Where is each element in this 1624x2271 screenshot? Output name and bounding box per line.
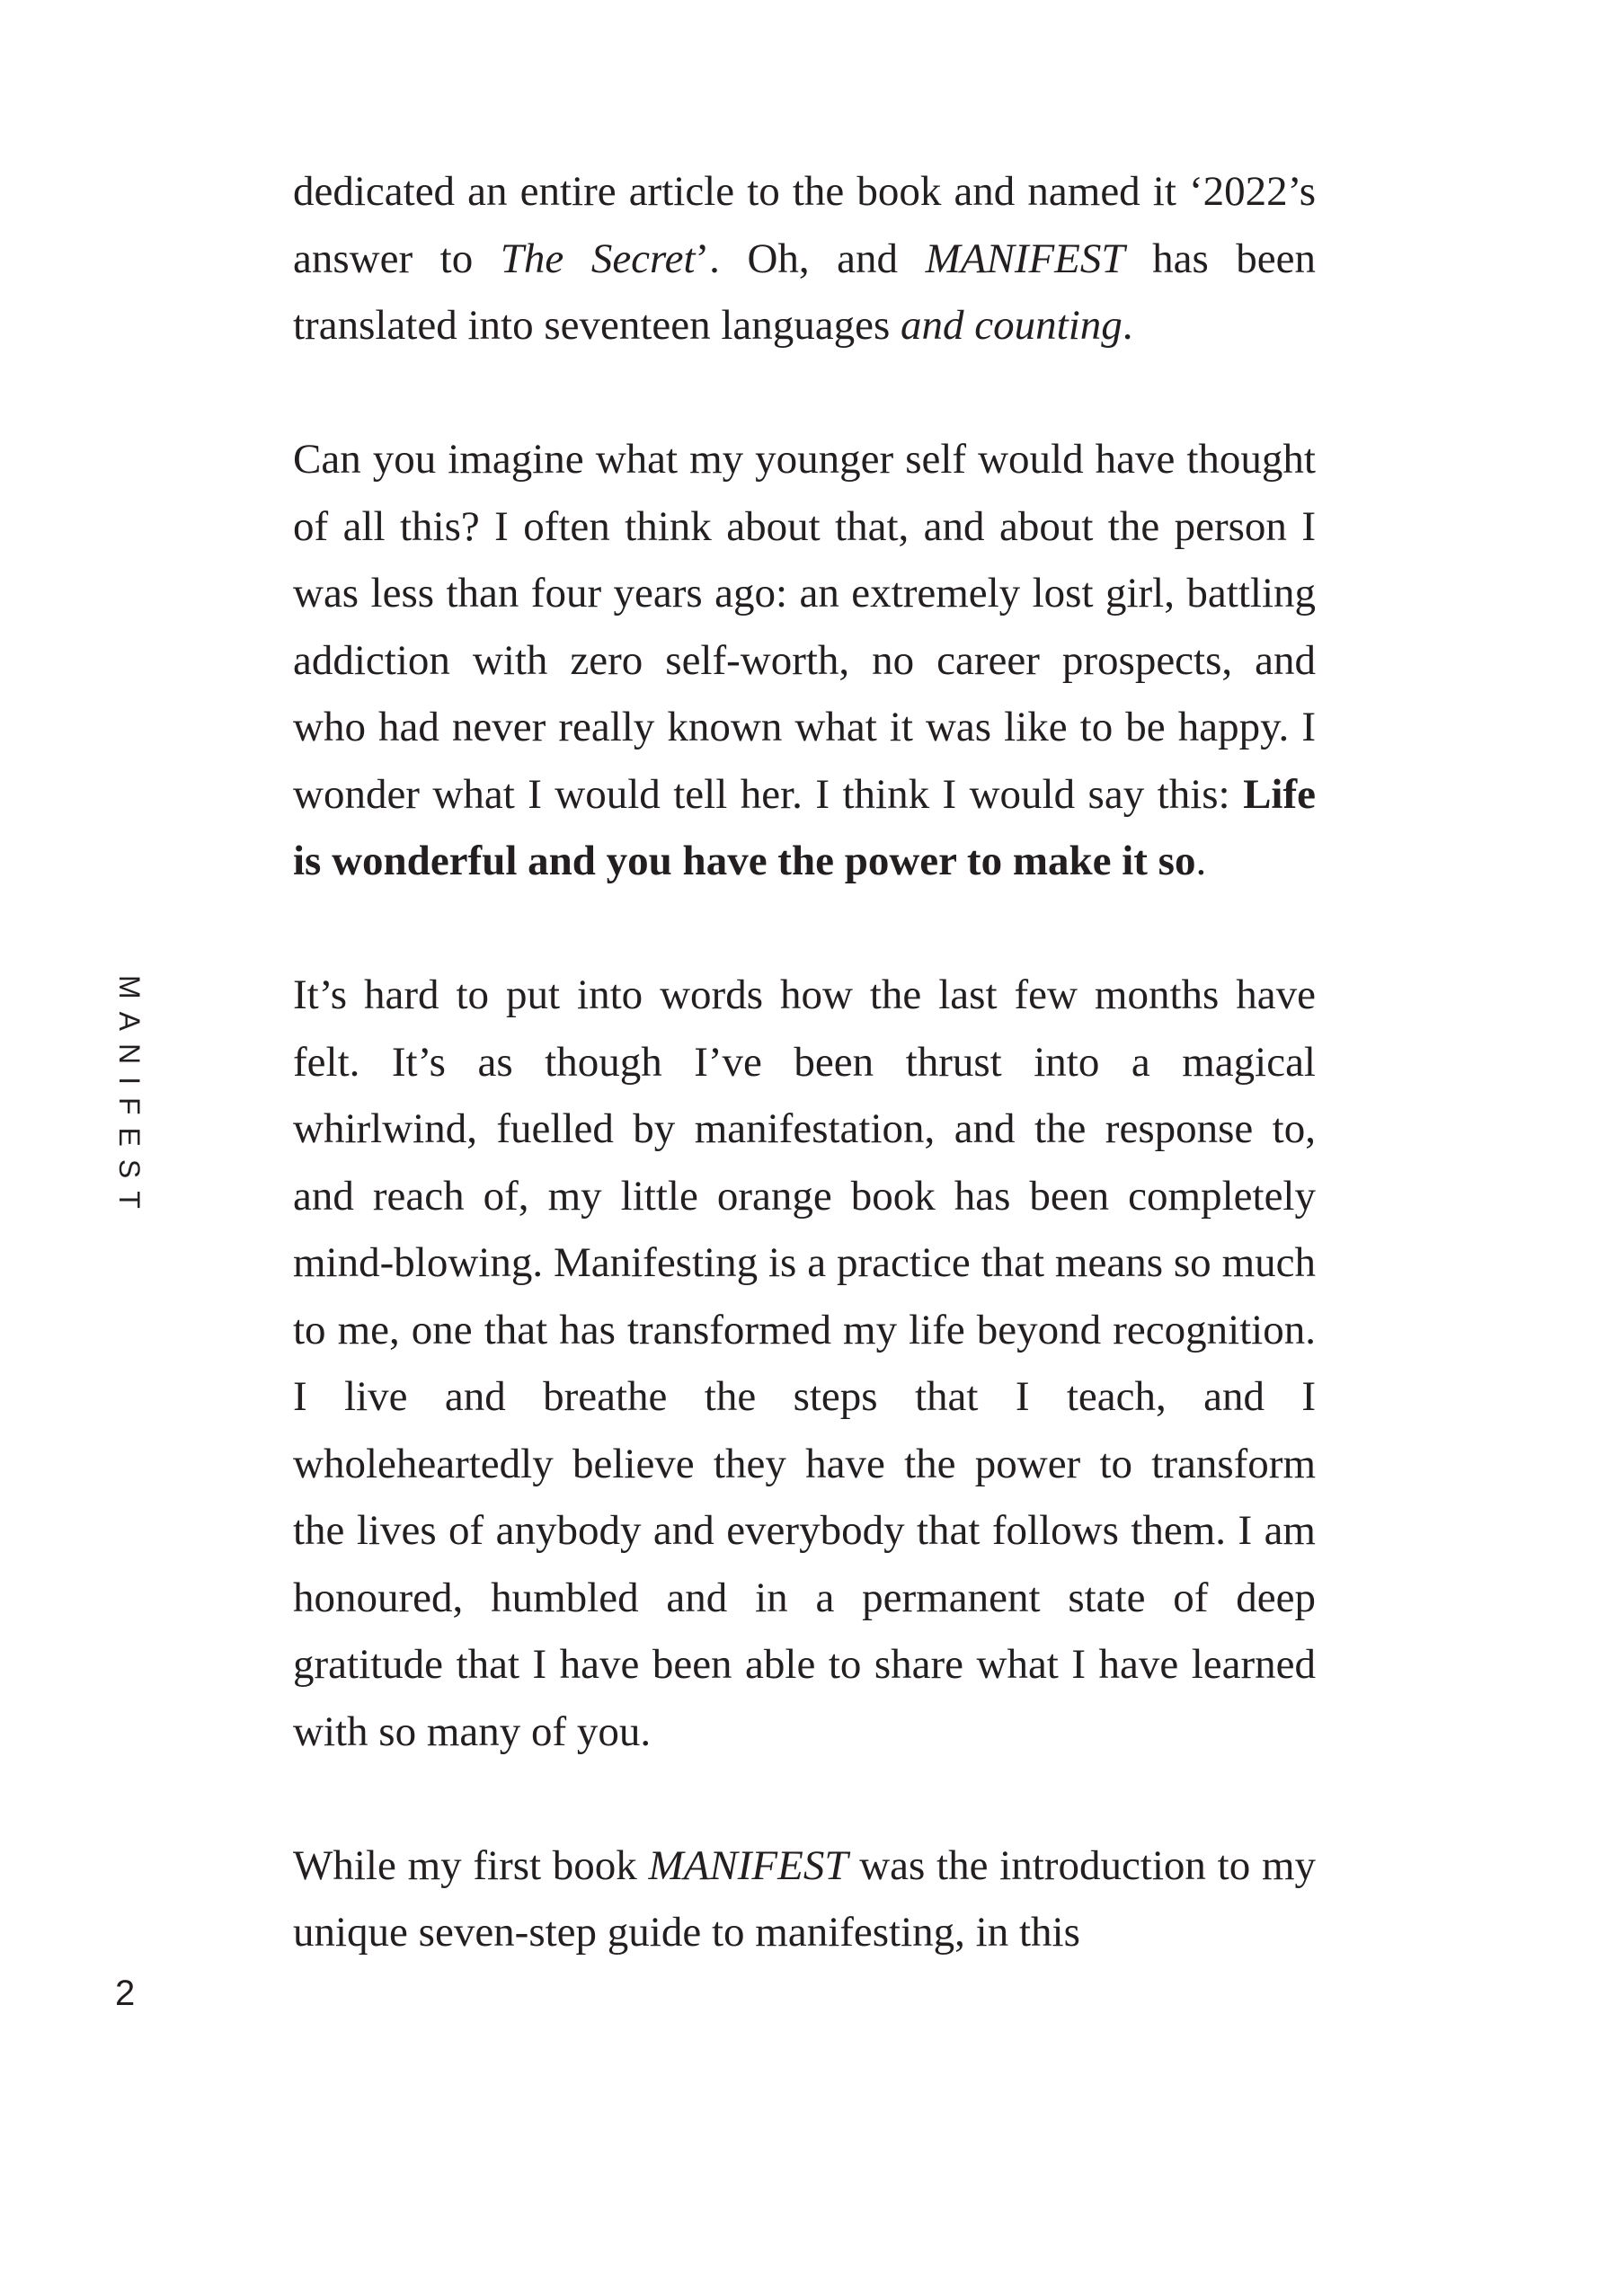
paragraph-text: . <box>1195 838 1207 884</box>
page-number: 2 <box>115 1974 136 2013</box>
paragraph-text: While my first book <box>293 1841 649 1889</box>
paragraph <box>293 426 1316 895</box>
italic-text: and counting <box>901 302 1123 349</box>
italic-text: MANIFEST <box>648 1841 848 1889</box>
paragraph-text: was the introduction to my unique seven-step guide to manifesting, in this <box>293 1841 1317 1956</box>
paragraph-text: It’s hard to put into words how the last few months have felt. It’s as though I’ve been thrust into a magical whirlwind, fuelled by manifestation, and the response to, and reach of, my little orange book has been completely mind-blowing. Manifesting is a practice that means so much to me, one that has transformed my life beyond recognition. I live and breathe the steps that I teach, and I wholeheartedly believe they have the power to transform the lives of anybody and everybody that follows them. I am honoured, humbled and in a permanent state of deep gratitude that I have been able to share what I have learned with so many of you. <box>293 971 1316 1755</box>
running-head-text: MANIFEST <box>113 975 146 1221</box>
italic-text: MANIFEST <box>925 235 1125 282</box>
paragraph <box>293 1832 1316 1966</box>
bold-text: Life is wonderful and you have the power to make it so <box>293 770 1316 884</box>
body-text <box>293 158 1316 2033</box>
paragraph-text: . <box>1122 302 1133 349</box>
paragraph <box>293 962 1316 1765</box>
paragraph-text: has been translated into seventeen languages <box>293 235 1316 349</box>
paragraph-text: Can you imagine what my younger self would have thought of all this? I often think about that, and about the person I was less than four years ago: an extremely lost girl, battling addiction with zero self-worth, no career prospects, and who had never really known what it was like to be happy. I wonder what I would tell her. I think I would say this: <box>293 436 1316 818</box>
paragraph <box>293 158 1316 359</box>
paragraph-text: dedicated an entire article to the book and named it ‘2022’s answer to <box>293 168 1316 282</box>
paragraph-text: ’. Oh, and <box>695 235 926 282</box>
italic-text: The Secret <box>500 235 696 282</box>
running-head <box>110 975 146 1221</box>
